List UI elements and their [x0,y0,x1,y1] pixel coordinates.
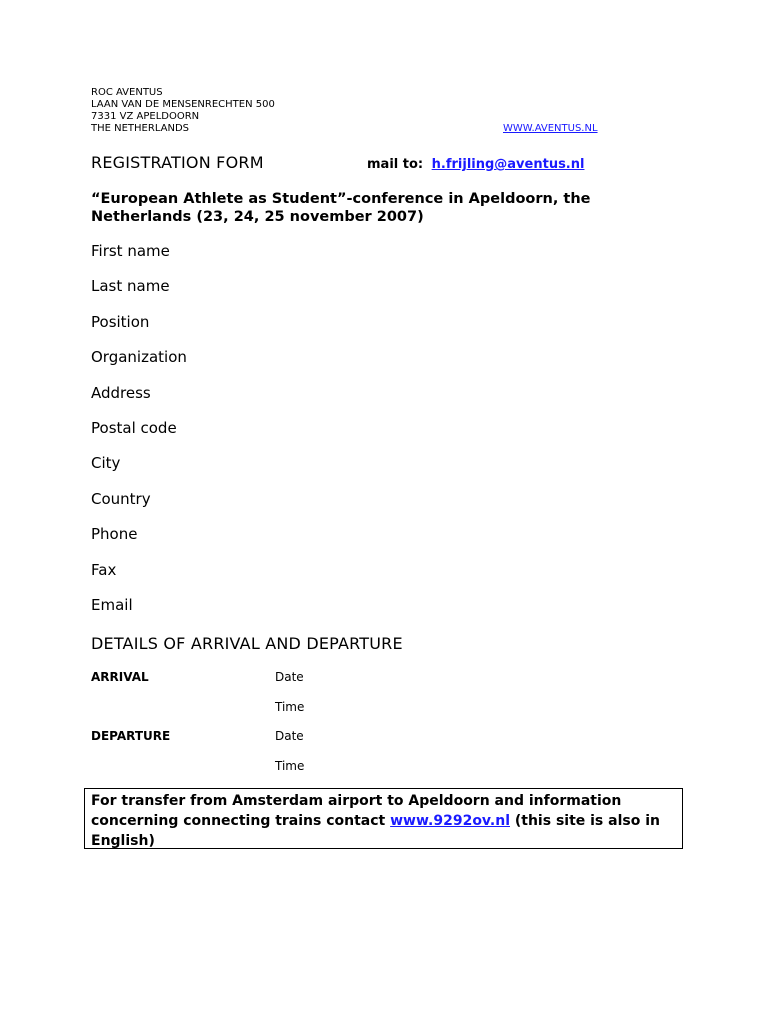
conference-title-line-1: “European Athlete as Student”-conference in Apeldoorn, the [91,191,591,207]
transfer-link[interactable]: www.9292ov.nl [390,813,510,829]
field-phone: Phone [91,525,138,544]
conference-title-line-2: Netherlands (23, 24, 25 november 2007) [91,209,424,225]
arrival-label: ARRIVAL [91,670,149,684]
form-title: REGISTRATION FORM [91,153,264,172]
departure-date-label: Date [275,729,304,743]
transfer-text-before: For transfer from Amsterdam airport to Apeldoorn and information concerning connecting trains contact [91,793,622,829]
address-line-country: THE NETHERLANDS [91,123,189,134]
field-last-name: Last name [91,277,170,296]
arrival-date-label: Date [275,670,304,684]
field-fax: Fax [91,560,117,579]
departure-time-label: Time [275,759,305,773]
field-address: Address [91,383,151,402]
field-postal-code: Postal code [91,418,177,437]
transfer-info-box [84,788,683,849]
field-country: Country [91,489,151,508]
address-line-postal: 7331 VZ APELDOORN [91,111,200,122]
conference-title [91,190,651,226]
field-email: Email [91,595,133,614]
details-heading: DETAILS OF ARRIVAL AND DEPARTURE [91,634,403,653]
field-first-name: First name [91,242,170,260]
website-link[interactable]: WWW.AVENTUS.NL [503,123,598,134]
departure-label: DEPARTURE [91,729,171,743]
field-organization: Organization [91,348,187,367]
mail-link[interactable]: h.frijling@aventus.nl [431,157,585,172]
mail-to-line [367,157,584,172]
registration-field-list [91,241,187,630]
address-line-org: ROC AVENTUS [91,87,163,98]
arrival-time-label: Time [275,700,305,714]
transfer-text-after: (this site is also in English) [91,813,660,849]
field-position: Position [91,312,150,331]
mail-to-label: mail to: [367,157,424,172]
field-city: City [91,454,121,473]
address-line-street: LAAN VAN DE MENSENRECHTEN 500 [91,99,275,110]
